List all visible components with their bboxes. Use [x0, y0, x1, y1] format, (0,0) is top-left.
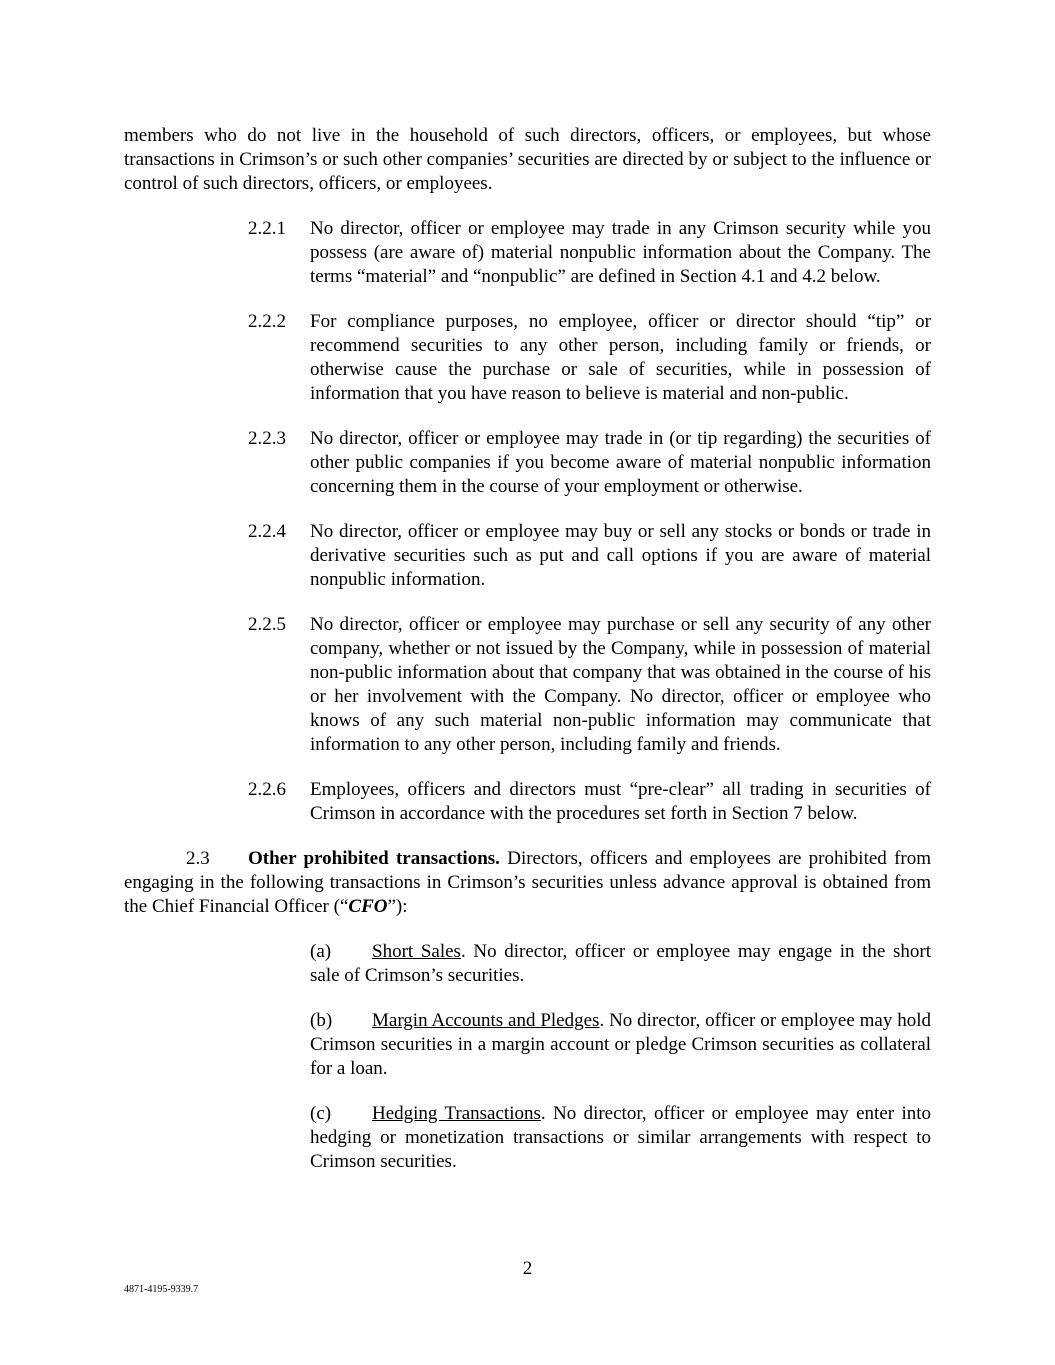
section-body-start: Directors, officers and employees are prohibited from engaging in the following transactions in Crimson’s securities unless advance approval is obtained from the Chief Financial Officer (“ — [124, 848, 932, 917]
subsection-text: No director, officer or employee may trade in any Crimson security while you possess (are aware of) material nonpublic information about the Company. The terms “material” and “nonpublic” are defined in Section 4.1 and 4.2 below. — [310, 218, 931, 287]
document-page — [124, 124, 931, 1195]
item-letter: (b) — [310, 1010, 333, 1031]
intro-paragraph: members who do not live in the household of such directors, officers, or employees, but whose transactions in Crimson’s or such other companies’ securities are directed by or subject to the influence or control of such directors, officers, or employees. — [124, 125, 931, 194]
item-text: . No director, officer or employee may engage in the short sale of Crimson’s securities. — [310, 941, 931, 986]
section-2-3 — [124, 847, 931, 919]
subsection-2-2-3 — [248, 427, 931, 499]
subsection-number: 2.2.3 — [248, 428, 286, 449]
subsection-number: 2.2.5 — [248, 614, 286, 635]
defined-term-cfo: CFO — [348, 896, 388, 917]
subsection-text: Employees, officers and directors must “pre-clear” all trading in securities of Crimson in accordance with the procedures set forth in Section 7 below. — [310, 779, 931, 824]
item-a — [310, 940, 931, 988]
subsection-2-2-4 — [248, 520, 931, 592]
subsection-text: No director, officer or employee may buy or sell any stocks or bonds or trade in derivative securities such as put and call options if you are aware of material nonpublic information. — [310, 521, 931, 590]
item-letter: (c) — [310, 1103, 332, 1124]
section-heading: Other prohibited transactions. — [248, 848, 500, 869]
item-b — [310, 1009, 931, 1081]
item-text: . No director, officer or employee may enter into hedging or monetization transactions or similar arrangements with respect to Crimson securities. — [310, 1103, 932, 1172]
item-letter: (a) — [310, 941, 332, 962]
section-body-end: ”): — [387, 896, 408, 917]
subsection-number: 2.2.1 — [248, 218, 286, 239]
subsection-2-2-1 — [248, 217, 931, 289]
subsection-number: 2.2.4 — [248, 521, 286, 542]
subsection-text: For compliance purposes, no employee, officer or director should “tip” or recommend securities to any other person, including family or friends, or otherwise cause the purchase or sale of securities, while in possession of information that you have reason to believe is material and non-public. — [310, 311, 931, 404]
document-id: 4871-4195-9339.7 — [124, 1284, 199, 1295]
page-number: 2 — [522, 1258, 533, 1279]
subsection-text: No director, officer or employee may purchase or sell any security of any other company, whether or not issued by the Company, while in possession of material non-public information about that company that was obtained in the course of his or her involvement with the Company. No director, officer or employee who knows of any such material non-public information may communicate that information to any other person, including family and friends. — [310, 614, 931, 755]
subsection-2-2-5 — [248, 613, 931, 757]
item-title: Short Sales — [372, 941, 461, 962]
item-c — [310, 1102, 931, 1174]
item-title: Margin Accounts and Pledges — [372, 1010, 600, 1031]
item-text: . No director, officer or employee may hold Crimson securities in a margin account or pledge Crimson securities as collateral for a loan. — [310, 1010, 932, 1079]
section-number: 2.3 — [186, 848, 210, 869]
subsection-2-2-6 — [248, 778, 931, 826]
item-title: Hedging Transactions — [372, 1103, 541, 1124]
subsection-number: 2.2.2 — [248, 311, 286, 332]
subsection-text: No director, officer or employee may trade in (or tip regarding) the securities of other public companies if you become aware of material nonpublic information concerning them in the course of your employment or otherwise. — [310, 428, 931, 497]
subsection-number: 2.2.6 — [248, 779, 286, 800]
subsection-2-2-2 — [248, 310, 931, 406]
